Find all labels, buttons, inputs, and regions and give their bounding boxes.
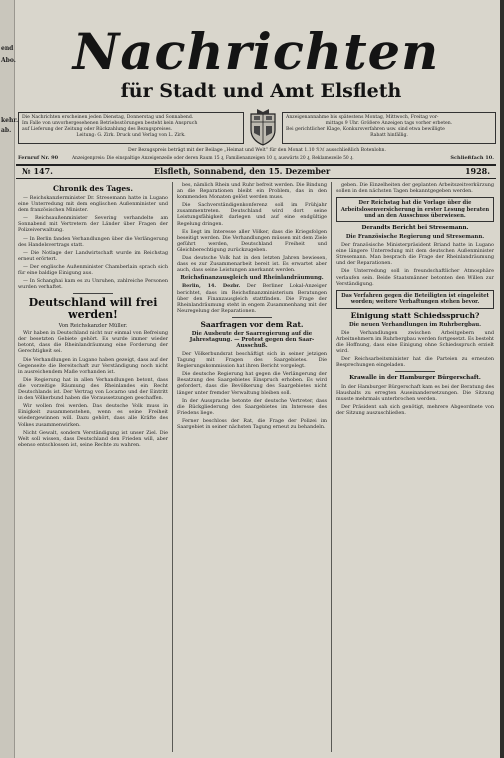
column-1: [18, 182, 168, 752]
article-heading: Deutschland will frei werden!: [28, 296, 158, 322]
margin-fragment: ab.: [1, 127, 12, 134]
phone-number: Fernruf Nr. 90: [18, 155, 59, 161]
info-line: Leitung: G. Zirk. Druck und Verlag von L. Zirk.: [76, 133, 186, 138]
publication-info-box: [18, 112, 244, 144]
issue-line: [16, 166, 496, 178]
section-heading: Chronik des Tages.: [53, 184, 133, 193]
article-paragraph: Die Sachverständigenkonferenz soll im Frühjahr zusammentreten. Deutschland wird dort seine Leistungsfähigkeit darlegen und auf eine endgültige Regelung dringen.: [177, 202, 327, 227]
issue-year: 1928.: [464, 166, 490, 176]
neighbor-page-margin: [0, 0, 19, 758]
boxed-notice: Das Verfahren gegen die Beteiligten ist eingeleitet worden; weitere Verhaftungen stehen bevor.: [336, 290, 494, 309]
notice-text: Der Berliner Lokal-Anzeiger berichtet, dass im Reichsfinanzministerium Beratungen über den Finanzausgleich stattfinden. Die Frage der Rheinlandräumung steht in engem Zusammenhang mit der Neuregelung der Reparationen.: [177, 283, 327, 314]
article-paragraph: Wir haben in Deutschland nicht nur einmal von Befreiung der besetzten Gebiete gehört. Es wurde immer wieder betont, dass die Rheinlandräumung eine Forderung der Gerechtigkeit sei.: [18, 330, 168, 355]
divider: [232, 317, 272, 318]
info-line: Im Falle von unvorhergesehenen Betriebsstörungen besteht kein Anspruch: [22, 121, 198, 126]
masthead-subtitle: für Stadt und Amt Elsfleth: [120, 80, 402, 102]
article-paragraph: Der Völkerbundsrat beschäftigt sich in seiner jetzigen Tagung mit Fragen des Saargebietes. Die Regierungskommission hat ihren Bericht vorgelegt.: [177, 350, 327, 370]
column-2: [177, 182, 327, 752]
article-heading: Saarfragen vor dem Rat.: [200, 319, 304, 329]
article-subheading: Die Französische Regierung und Stresemann.: [345, 234, 485, 240]
info-line: Die Nachrichten erscheinen jeden Dienstag, Donnerstag und Sonnabend.: [22, 115, 194, 120]
article-paragraph: Nicht Gewalt, sondern Verständigung ist unser Ziel. Die Welt soll wissen, dass Deutschland den Frieden will, aber ebenso entschlossen ist, seine Rechte zu wahren.: [18, 429, 168, 448]
article-paragraph: Der französische Ministerpräsident Briand hatte in Lugano eine längere Unterredung mit dem deutschen Außenminister Stresemann. Man besprach die Frage der Rheinlandräumung und der Reparationen.: [336, 242, 494, 267]
article-subheading: Die Ausbeute der Saarregierung auf die Jahrestagung. — Protest gegen den Saar-Ausschuß.: [189, 330, 315, 349]
article-paragraph: In der Aussprache betonte der deutsche Vertreter, dass die Rückgliederung des Saargebietes im Interesse des Friedens liege.: [177, 397, 327, 416]
margin-fragment: kehr.: [1, 117, 19, 124]
column-rule: [172, 182, 173, 752]
article-paragraph: Der Präsident sah sich genötigt, mehrere Abgeordnete von der Sitzung auszuschließen.: [336, 403, 494, 416]
boxed-notice: Der Reichstag hat die Vorlage über die Arbeitslosenversicherung in erster Lesung beraten und an den Ausschuss überwiesen.: [336, 197, 494, 222]
article-heading: Krawalle in der Hamburger Bürgerschaft.: [349, 375, 481, 382]
article-paragraph: Die Unterredung soll in freundschaftlicher Atmosphäre verlaufen sein. Beide Staatsmänner betonten den Willen zur Verständigung.: [336, 268, 494, 287]
column-rule: [331, 182, 332, 752]
article-paragraph: Die Verhandlungen zwischen Arbeitgebern und Arbeitnehmern im Ruhrbergbau werden fortgesetzt. Es besteht die Hoffnung, dass eine Einigung ohne Schiedsspruch erzielt wird.: [336, 329, 494, 354]
info-line: mittags 9 Uhr. Größere Anzeigen tags vorher erbeten.: [325, 121, 453, 126]
article-heading: Einigung statt Schiedsspruch?: [350, 310, 480, 320]
po-box: Schließfach 10.: [450, 155, 494, 161]
issue-number: № 147.: [22, 166, 53, 176]
divider: [73, 293, 113, 294]
notice-heading: Reichsfinanzausgleich und Rheinlandräumung.: [180, 275, 324, 282]
info-line: auf Lieferung der Zeitung oder Rückzahlung des Bezugspreises.: [22, 127, 173, 132]
chronicle-item: — Reichsaußenminister Severing verhandelte am Sonnabend mit Vertretern der Länder über Fragen der Polizeiverwaltung.: [18, 215, 168, 234]
article-paragraph: Der Reichsarbeitsminister hat die Parteien zu erneuten Besprechungen eingeladen.: [336, 356, 494, 369]
article-paragraph: In der Hamburger Bürgerschaft kam es bei der Beratung des Haushalts zu erregten Auseinandersetzungen. Die Sitzung musste mehrmals unterbrochen werden.: [336, 383, 494, 402]
header-rule: [16, 178, 496, 179]
notice-place: Berlin, 14. Dezbr.: [182, 283, 241, 290]
chronicle-item: — In Schanghai kam es zu Unruhen, zahlreiche Personen wurden verhaftet.: [18, 278, 168, 291]
advertising-info-box: [282, 112, 496, 144]
article-paragraph: Die deutsche Regierung hat gegen die Verlängerung der Besatzung des Saargebietes Einspruch erhoben. Es wird gefordert, dass die Bevölkerung des Saargebietes nicht länger unter fremder Verwaltung bleiben soll.: [177, 371, 327, 396]
chronicle-item: — Der englische Außenminister Chamberlain sprach sich für eine baldige Einigung aus.: [18, 263, 168, 277]
chronicle-item: — Die Notlage der Landwirtschaft wurde im Reichstag erneut erörtert.: [18, 249, 168, 262]
article-paragraph: Wir wollen frei werden. Das deutsche Volk muss in Einigkeit zusammenstehen, wenn es seine Freiheit wiedergewinnen will. Dazu gehört, dass alle Kräfte des Volkes zusammenwirken.: [18, 403, 168, 428]
divider: [395, 371, 435, 372]
article-subheading: Die neuen Verhandlungen im Ruhrbergbau.: [348, 321, 482, 328]
info-line: Anzeigenannahme bis spätestens Montag, Mittwoch, Freitag vor-: [286, 115, 439, 120]
chronicle-item: — In Berlin fanden Verhandlungen über die Verlängerung des Handelsvertrags statt.: [18, 235, 168, 248]
info-line: Rabatt hinfällig.: [370, 133, 408, 138]
ad-price-text: Anzeigenpreis: Die einspaltige Anzeigenzeile oder deren Raum 15 ₰, Familienanzeigen 10 ₰, auswärts 20 ₰, Reklamezeile 50 ₰.: [72, 156, 354, 161]
column-3: [336, 182, 494, 752]
article-paragraph: bes, nämlich Rhein und Ruhr befreit werden. Die Bindung an die Reparationen bleibt ein Problem, das in den kommenden Monaten gelöst werden muss.: [177, 182, 327, 201]
chronicle-item: — Reichskanzlerminister Dr. Stresemann hatte in Lugano eine Unterredung mit dem englischen Außenminister und dem französischen Minister.: [18, 195, 168, 214]
article-heading: Derandts Bericht bei Stresemann.: [361, 225, 469, 232]
info-line: Bei gerichtlicher Klage, Konkursverfahren usw. sind etwa bewilligte: [286, 127, 445, 132]
article-paragraph: Die Verhandlungen in Lugano haben gezeigt, dass auf der Gegenseite die Bereitschaft zur Verständigung noch nicht in ausreichendem Maße vorhanden ist.: [18, 356, 168, 375]
coat-of-arms-icon: [247, 108, 279, 146]
masthead-title: Nachrichten: [72, 22, 440, 81]
article-paragraph: Das deutsche Volk hat in den letzten Jahren bewiesen, dass es zur Zusammenarbeit bereit ist. Es erwartet aber auch, dass seine Leistungen anerkannt werden.: [177, 255, 327, 274]
article-paragraph: Es liegt im Interesse aller Völker, dass die Kriegsfolgen beseitigt werden. Die Verhandlungen müssen mit dem Ziele geführt werden, Deutschland Freiheit und Gleichberechtigung zurückzugeben.: [177, 228, 327, 253]
subscription-price-line: Der Bezugspreis beträgt mit der Beilage „Heimat und Welt“ für den Monat 1.10 ℛℳ ausschließlich Botenlohn.: [128, 148, 386, 153]
issue-date: Elsfleth, Sonnabend, den 15. Dezember: [154, 166, 331, 176]
article-author: Von Reichskanzler Müller.: [58, 323, 128, 330]
article-paragraph: Die Regierung hat in allen Verhandlungen betont, dass die vorzeitige Räumung des Rheinlandes ein Recht Deutschlands ist. Der Vertrag von Locarno und der Eintritt in den Völkerbund haben die Voraussetzungen geschaffen.: [18, 376, 168, 402]
page-edge-shadow: [500, 0, 504, 758]
article-paragraph: geben. Die Einzelheiten der geplanten Arbeitszeitverkürzung sollen in den nächsten Tagen bekanntgegeben werden.: [336, 182, 494, 195]
margin-fragment: Abo.: [1, 57, 16, 64]
article-paragraph: Ferner beschloss der Rat, die Frage der Polizei im Saargebiet in seiner nächsten Tagung erneut zu behandeln.: [177, 417, 327, 430]
margin-fragment: end: [1, 45, 14, 52]
notice-paragraph: [177, 283, 327, 313]
